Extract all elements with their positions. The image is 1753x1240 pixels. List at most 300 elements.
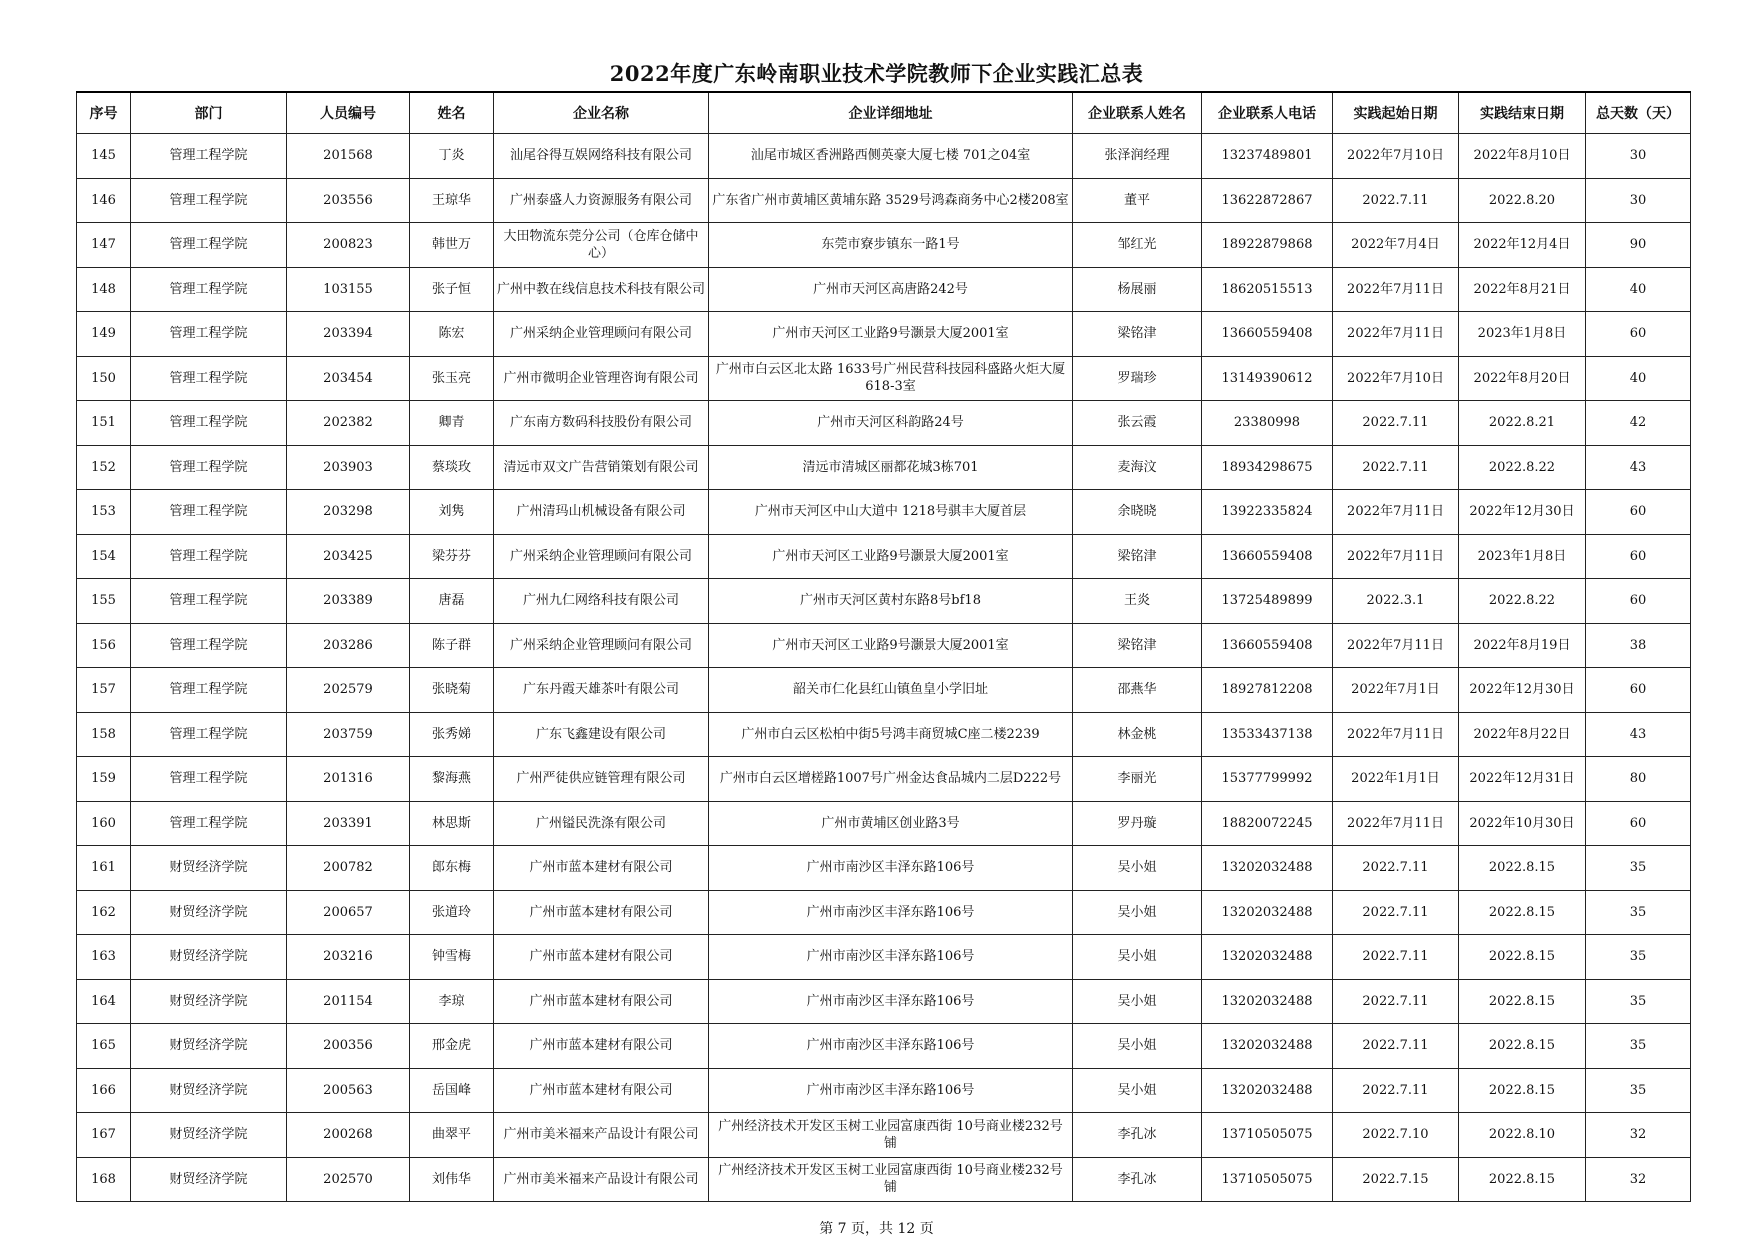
header-col-index: 序号 [77, 92, 131, 134]
cell-total-days: 43 [1586, 445, 1691, 490]
cell-company: 广州采纳企业管理顾问有限公司 [494, 312, 709, 357]
cell-department: 管理工程学院 [131, 668, 287, 713]
cell-name: 林思斯 [410, 801, 494, 846]
cell-department: 管理工程学院 [131, 267, 287, 312]
cell-address: 广州市天河区高唐路242号 [709, 267, 1073, 312]
cell-index: 158 [77, 712, 131, 757]
cell-end-date: 2022.8.15 [1459, 846, 1586, 891]
cell-start-date: 2022年7月11日 [1333, 490, 1459, 535]
cell-staff-id: 200657 [287, 890, 410, 935]
cell-index: 161 [77, 846, 131, 891]
cell-end-date: 2023年1月8日 [1459, 534, 1586, 579]
cell-name: 王琼华 [410, 178, 494, 223]
cell-department: 管理工程学院 [131, 490, 287, 535]
cell-company: 广州严徒供应链管理有限公司 [494, 757, 709, 802]
cell-company: 广东南方数码科技股份有限公司 [494, 401, 709, 446]
cell-name: 张秀娣 [410, 712, 494, 757]
cell-staff-id: 200356 [287, 1024, 410, 1069]
cell-department: 财贸经济学院 [131, 1113, 287, 1158]
cell-contact-phone: 13202032488 [1202, 1024, 1333, 1069]
table-row [77, 668, 1691, 713]
cell-total-days: 60 [1586, 668, 1691, 713]
cell-department: 管理工程学院 [131, 623, 287, 668]
cell-company: 广州九仁网络科技有限公司 [494, 579, 709, 624]
cell-total-days: 60 [1586, 534, 1691, 579]
cell-total-days: 38 [1586, 623, 1691, 668]
header-row [77, 92, 1691, 134]
cell-start-date: 2022.7.11 [1333, 979, 1459, 1024]
cell-department: 管理工程学院 [131, 757, 287, 802]
cell-total-days: 35 [1586, 1068, 1691, 1113]
cell-contact-phone: 13237489801 [1202, 134, 1333, 179]
cell-contact-name: 麦海汶 [1073, 445, 1202, 490]
cell-contact-phone: 13149390612 [1202, 356, 1333, 401]
table-row [77, 534, 1691, 579]
header-col-address: 企业详细地址 [709, 92, 1073, 134]
table-row [77, 1113, 1691, 1158]
cell-staff-id: 203389 [287, 579, 410, 624]
cell-staff-id: 203286 [287, 623, 410, 668]
cell-staff-id: 200823 [287, 223, 410, 268]
cell-address: 广州市白云区北太路 1633号广州民营科技园科盛路火炬大厦618-3室 [709, 356, 1073, 401]
cell-contact-name: 邹红光 [1073, 223, 1202, 268]
cell-index: 168 [77, 1157, 131, 1202]
cell-start-date: 2022年1月1日 [1333, 757, 1459, 802]
cell-staff-id: 203454 [287, 356, 410, 401]
cell-start-date: 2022年7月11日 [1333, 623, 1459, 668]
cell-contact-phone: 13202032488 [1202, 979, 1333, 1024]
cell-contact-name: 吴小姐 [1073, 1024, 1202, 1069]
cell-contact-phone: 15377799992 [1202, 757, 1333, 802]
table-row [77, 935, 1691, 980]
cell-name: 张玉亮 [410, 356, 494, 401]
cell-end-date: 2022年12月31日 [1459, 757, 1586, 802]
cell-total-days: 90 [1586, 223, 1691, 268]
cell-end-date: 2022年8月21日 [1459, 267, 1586, 312]
cell-company: 广州市微明企业管理咨询有限公司 [494, 356, 709, 401]
cell-name: 张晓菊 [410, 668, 494, 713]
cell-total-days: 42 [1586, 401, 1691, 446]
cell-contact-phone: 13922335824 [1202, 490, 1333, 535]
cell-start-date: 2022.7.10 [1333, 1113, 1459, 1158]
cell-start-date: 2022.7.11 [1333, 401, 1459, 446]
cell-department: 管理工程学院 [131, 712, 287, 757]
cell-contact-name: 吴小姐 [1073, 846, 1202, 891]
cell-staff-id: 201154 [287, 979, 410, 1024]
cell-start-date: 2022年7月11日 [1333, 534, 1459, 579]
cell-name: 蔡琰玫 [410, 445, 494, 490]
cell-company: 广州泰盛人力资源服务有限公司 [494, 178, 709, 223]
cell-contact-name: 董平 [1073, 178, 1202, 223]
cell-start-date: 2022年7月11日 [1333, 267, 1459, 312]
cell-total-days: 32 [1586, 1157, 1691, 1202]
cell-index: 163 [77, 935, 131, 980]
header-col-total-days: 总天数（天） [1586, 92, 1691, 134]
table-row [77, 223, 1691, 268]
cell-department: 管理工程学院 [131, 579, 287, 624]
cell-department: 管理工程学院 [131, 178, 287, 223]
cell-name: 张子恒 [410, 267, 494, 312]
cell-staff-id: 203425 [287, 534, 410, 579]
cell-company: 大田物流东莞分公司（仓库仓储中心） [494, 223, 709, 268]
cell-department: 管理工程学院 [131, 134, 287, 179]
cell-index: 146 [77, 178, 131, 223]
cell-name: 陈宏 [410, 312, 494, 357]
cell-end-date: 2022.8.15 [1459, 935, 1586, 980]
cell-address: 广东省广州市黄埔区黄埔东路 3529号鸿森商务中心2楼208室 [709, 178, 1073, 223]
cell-company: 广州清玛山机械设备有限公司 [494, 490, 709, 535]
cell-contact-name: 吴小姐 [1073, 1068, 1202, 1113]
cell-contact-name: 李孔冰 [1073, 1157, 1202, 1202]
cell-start-date: 2022年7月11日 [1333, 312, 1459, 357]
cell-company: 清远市双文广告营销策划有限公司 [494, 445, 709, 490]
cell-company: 广州市美米福来产品设计有限公司 [494, 1113, 709, 1158]
cell-name: 韩世万 [410, 223, 494, 268]
cell-end-date: 2022.8.20 [1459, 178, 1586, 223]
cell-department: 管理工程学院 [131, 445, 287, 490]
cell-index: 165 [77, 1024, 131, 1069]
cell-contact-name: 张泽润经理 [1073, 134, 1202, 179]
cell-total-days: 60 [1586, 579, 1691, 624]
cell-contact-name: 梁铭津 [1073, 623, 1202, 668]
cell-contact-phone: 18820072245 [1202, 801, 1333, 846]
cell-index: 167 [77, 1113, 131, 1158]
cell-contact-phone: 13202032488 [1202, 890, 1333, 935]
cell-company: 广东丹霞天雄茶叶有限公司 [494, 668, 709, 713]
cell-end-date: 2022.8.10 [1459, 1113, 1586, 1158]
cell-address: 广州市天河区工业路9号灏景大厦2001室 [709, 623, 1073, 668]
cell-name: 岳国峰 [410, 1068, 494, 1113]
cell-staff-id: 200268 [287, 1113, 410, 1158]
cell-total-days: 30 [1586, 178, 1691, 223]
cell-end-date: 2022年8月10日 [1459, 134, 1586, 179]
cell-department: 管理工程学院 [131, 534, 287, 579]
cell-address: 广州经济技术开发区玉树工业园富康西街 10号商业楼232号铺 [709, 1157, 1073, 1202]
cell-staff-id: 202579 [287, 668, 410, 713]
table-row [77, 890, 1691, 935]
table-row [77, 178, 1691, 223]
cell-address: 汕尾市城区香洲路西侧英豪大厦七楼 701之04室 [709, 134, 1073, 179]
table-row [77, 801, 1691, 846]
header-col-department: 部门 [131, 92, 287, 134]
cell-start-date: 2022.7.11 [1333, 1024, 1459, 1069]
cell-department: 财贸经济学院 [131, 935, 287, 980]
cell-company: 广州市美米福来产品设计有限公司 [494, 1157, 709, 1202]
cell-department: 管理工程学院 [131, 801, 287, 846]
cell-name: 黎海燕 [410, 757, 494, 802]
cell-name: 唐磊 [410, 579, 494, 624]
cell-total-days: 35 [1586, 890, 1691, 935]
cell-contact-name: 李孔冰 [1073, 1113, 1202, 1158]
cell-end-date: 2023年1月8日 [1459, 312, 1586, 357]
cell-start-date: 2022年7月10日 [1333, 356, 1459, 401]
cell-department: 管理工程学院 [131, 223, 287, 268]
cell-department: 管理工程学院 [131, 401, 287, 446]
cell-end-date: 2022.8.15 [1459, 1068, 1586, 1113]
cell-contact-phone: 13660559408 [1202, 623, 1333, 668]
cell-staff-id: 201568 [287, 134, 410, 179]
cell-index: 160 [77, 801, 131, 846]
cell-total-days: 32 [1586, 1113, 1691, 1158]
cell-start-date: 2022.7.11 [1333, 935, 1459, 980]
cell-name: 卿青 [410, 401, 494, 446]
cell-end-date: 2022年8月22日 [1459, 712, 1586, 757]
cell-contact-phone: 18922879868 [1202, 223, 1333, 268]
cell-start-date: 2022年7月4日 [1333, 223, 1459, 268]
cell-staff-id: 203216 [287, 935, 410, 980]
cell-start-date: 2022年7月1日 [1333, 668, 1459, 713]
cell-staff-id: 203391 [287, 801, 410, 846]
cell-company: 广州市蓝本建材有限公司 [494, 935, 709, 980]
cell-start-date: 2022年7月10日 [1333, 134, 1459, 179]
cell-staff-id: 203394 [287, 312, 410, 357]
cell-index: 149 [77, 312, 131, 357]
cell-contact-name: 罗瑞珍 [1073, 356, 1202, 401]
table-row [77, 1024, 1691, 1069]
cell-address: 广州市天河区工业路9号灏景大厦2001室 [709, 534, 1073, 579]
cell-start-date: 2022.7.11 [1333, 178, 1459, 223]
cell-contact-name: 张云霞 [1073, 401, 1202, 446]
cell-total-days: 80 [1586, 757, 1691, 802]
cell-address: 广州市天河区中山大道中 1218号骐丰大厦首层 [709, 490, 1073, 535]
table-row [77, 134, 1691, 179]
cell-contact-name: 吴小姐 [1073, 890, 1202, 935]
cell-end-date: 2022年8月20日 [1459, 356, 1586, 401]
cell-contact-name: 杨展丽 [1073, 267, 1202, 312]
cell-name: 丁炎 [410, 134, 494, 179]
cell-contact-phone: 13710505075 [1202, 1157, 1333, 1202]
cell-contact-name: 林金桃 [1073, 712, 1202, 757]
cell-name: 邢金虎 [410, 1024, 494, 1069]
cell-index: 152 [77, 445, 131, 490]
header-col-company: 企业名称 [494, 92, 709, 134]
cell-company: 广州市蓝本建材有限公司 [494, 1068, 709, 1113]
table-row [77, 1068, 1691, 1113]
cell-company: 广州市蓝本建材有限公司 [494, 846, 709, 891]
cell-total-days: 35 [1586, 1024, 1691, 1069]
cell-department: 财贸经济学院 [131, 1024, 287, 1069]
cell-department: 财贸经济学院 [131, 1068, 287, 1113]
cell-address: 广州市南沙区丰泽东路106号 [709, 890, 1073, 935]
cell-address: 东莞市寮步镇东一路1号 [709, 223, 1073, 268]
cell-end-date: 2022.8.15 [1459, 979, 1586, 1024]
page-footer: 第 7 页，共 12 页 [819, 1221, 934, 1237]
cell-end-date: 2022年12月30日 [1459, 668, 1586, 713]
table-row [77, 979, 1691, 1024]
page-title: 2022年度广东岭南职业技术学院教师下企业实践汇总表 [609, 61, 1144, 86]
cell-name: 曲翠平 [410, 1113, 494, 1158]
cell-staff-id: 203298 [287, 490, 410, 535]
cell-total-days: 60 [1586, 801, 1691, 846]
cell-contact-phone: 13533437138 [1202, 712, 1333, 757]
header-col-start-date: 实践起始日期 [1333, 92, 1459, 134]
cell-total-days: 40 [1586, 267, 1691, 312]
cell-end-date: 2022.8.15 [1459, 1024, 1586, 1069]
cell-company: 广州采纳企业管理顾问有限公司 [494, 534, 709, 579]
cell-company: 广东飞鑫建设有限公司 [494, 712, 709, 757]
cell-start-date: 2022年7月11日 [1333, 712, 1459, 757]
cell-address: 广州市南沙区丰泽东路106号 [709, 935, 1073, 980]
cell-end-date: 2022.8.22 [1459, 579, 1586, 624]
cell-contact-phone: 13660559408 [1202, 312, 1333, 357]
cell-name: 李琼 [410, 979, 494, 1024]
header-col-contact-name: 企业联系人姓名 [1073, 92, 1202, 134]
cell-company: 广州市蓝本建材有限公司 [494, 1024, 709, 1069]
table-row [77, 401, 1691, 446]
cell-staff-id: 103155 [287, 267, 410, 312]
cell-index: 154 [77, 534, 131, 579]
cell-contact-phone: 13622872867 [1202, 178, 1333, 223]
cell-company: 汕尾谷得互娱网络科技有限公司 [494, 134, 709, 179]
cell-name: 刘隽 [410, 490, 494, 535]
cell-contact-name: 吴小姐 [1073, 935, 1202, 980]
cell-name: 张道玲 [410, 890, 494, 935]
cell-department: 财贸经济学院 [131, 846, 287, 891]
table-row [77, 1157, 1691, 1202]
cell-address: 韶关市仁化县红山镇鱼皇小学旧址 [709, 668, 1073, 713]
cell-staff-id: 200563 [287, 1068, 410, 1113]
cell-total-days: 60 [1586, 312, 1691, 357]
cell-company: 广州中教在线信息技术科技有限公司 [494, 267, 709, 312]
table-row [77, 712, 1691, 757]
cell-staff-id: 202570 [287, 1157, 410, 1202]
cell-company: 广州采纳企业管理顾问有限公司 [494, 623, 709, 668]
cell-end-date: 2022年12月30日 [1459, 490, 1586, 535]
cell-address: 广州市南沙区丰泽东路106号 [709, 979, 1073, 1024]
cell-end-date: 2022.8.22 [1459, 445, 1586, 490]
cell-start-date: 2022.7.15 [1333, 1157, 1459, 1202]
cell-contact-phone: 18927812208 [1202, 668, 1333, 713]
cell-address: 广州经济技术开发区玉树工业园富康西街 10号商业楼232号铺 [709, 1113, 1073, 1158]
cell-start-date: 2022.7.11 [1333, 1068, 1459, 1113]
table-row [77, 356, 1691, 401]
cell-department: 管理工程学院 [131, 356, 287, 401]
table-row [77, 445, 1691, 490]
cell-address: 清远市清城区丽都花城3栋701 [709, 445, 1073, 490]
cell-index: 147 [77, 223, 131, 268]
cell-department: 财贸经济学院 [131, 890, 287, 935]
cell-index: 159 [77, 757, 131, 802]
cell-index: 145 [77, 134, 131, 179]
cell-department: 财贸经济学院 [131, 979, 287, 1024]
cell-company: 广州市蓝本建材有限公司 [494, 890, 709, 935]
cell-contact-name: 王炎 [1073, 579, 1202, 624]
cell-end-date: 2022年12月4日 [1459, 223, 1586, 268]
cell-name: 刘伟华 [410, 1157, 494, 1202]
cell-index: 164 [77, 979, 131, 1024]
header-col-staff-id: 人员编号 [287, 92, 410, 134]
cell-index: 157 [77, 668, 131, 713]
table-row [77, 846, 1691, 891]
cell-staff-id: 201316 [287, 757, 410, 802]
cell-address: 广州市南沙区丰泽东路106号 [709, 846, 1073, 891]
table-row [77, 267, 1691, 312]
table-row [77, 757, 1691, 802]
header-col-end-date: 实践结束日期 [1459, 92, 1586, 134]
cell-index: 162 [77, 890, 131, 935]
cell-staff-id: 200782 [287, 846, 410, 891]
cell-contact-name: 余晓晓 [1073, 490, 1202, 535]
cell-end-date: 2022.8.15 [1459, 1157, 1586, 1202]
cell-staff-id: 203903 [287, 445, 410, 490]
cell-start-date: 2022.7.11 [1333, 445, 1459, 490]
cell-contact-name: 李丽光 [1073, 757, 1202, 802]
table-row [77, 490, 1691, 535]
cell-total-days: 60 [1586, 490, 1691, 535]
table-row [77, 579, 1691, 624]
cell-total-days: 30 [1586, 134, 1691, 179]
cell-start-date: 2022年7月11日 [1333, 801, 1459, 846]
cell-company: 广州镒民洗涤有限公司 [494, 801, 709, 846]
header-col-contact-phone: 企业联系人电话 [1202, 92, 1333, 134]
cell-contact-phone: 13202032488 [1202, 935, 1333, 980]
cell-index: 156 [77, 623, 131, 668]
cell-index: 150 [77, 356, 131, 401]
cell-contact-phone: 13710505075 [1202, 1113, 1333, 1158]
cell-contact-name: 邵燕华 [1073, 668, 1202, 713]
cell-contact-phone: 18620515513 [1202, 267, 1333, 312]
cell-staff-id: 202382 [287, 401, 410, 446]
cell-contact-phone: 13660559408 [1202, 534, 1333, 579]
cell-total-days: 43 [1586, 712, 1691, 757]
cell-company: 广州市蓝本建材有限公司 [494, 979, 709, 1024]
cell-start-date: 2022.7.11 [1333, 890, 1459, 935]
cell-staff-id: 203556 [287, 178, 410, 223]
cell-contact-name: 吴小姐 [1073, 979, 1202, 1024]
cell-address: 广州市天河区黄村东路8号bf18 [709, 579, 1073, 624]
cell-department: 管理工程学院 [131, 312, 287, 357]
cell-name: 郎东梅 [410, 846, 494, 891]
table-row [77, 623, 1691, 668]
cell-index: 166 [77, 1068, 131, 1113]
table-row [77, 312, 1691, 357]
cell-contact-phone: 13725489899 [1202, 579, 1333, 624]
cell-staff-id: 203759 [287, 712, 410, 757]
table-body [77, 134, 1691, 1202]
cell-total-days: 35 [1586, 979, 1691, 1024]
cell-end-date: 2022年10月30日 [1459, 801, 1586, 846]
cell-contact-phone: 23380998 [1202, 401, 1333, 446]
cell-address: 广州市南沙区丰泽东路106号 [709, 1068, 1073, 1113]
cell-address: 广州市黄埔区创业路3号 [709, 801, 1073, 846]
cell-contact-name: 梁铭津 [1073, 312, 1202, 357]
cell-department: 财贸经济学院 [131, 1157, 287, 1202]
cell-contact-phone: 13202032488 [1202, 1068, 1333, 1113]
cell-total-days: 40 [1586, 356, 1691, 401]
cell-name: 钟雪梅 [410, 935, 494, 980]
cell-name: 陈子群 [410, 623, 494, 668]
cell-index: 153 [77, 490, 131, 535]
cell-address: 广州市白云区松柏中街5号鸿丰商贸城C座二楼2239 [709, 712, 1073, 757]
cell-start-date: 2022.7.11 [1333, 846, 1459, 891]
cell-end-date: 2022.8.21 [1459, 401, 1586, 446]
header-col-name: 姓名 [410, 92, 494, 134]
cell-name: 梁芬芬 [410, 534, 494, 579]
cell-start-date: 2022.3.1 [1333, 579, 1459, 624]
cell-index: 151 [77, 401, 131, 446]
cell-total-days: 35 [1586, 846, 1691, 891]
summary-table [76, 91, 1691, 1202]
cell-index: 148 [77, 267, 131, 312]
cell-contact-phone: 18934298675 [1202, 445, 1333, 490]
cell-contact-phone: 13202032488 [1202, 846, 1333, 891]
cell-index: 155 [77, 579, 131, 624]
cell-contact-name: 罗丹璇 [1073, 801, 1202, 846]
cell-address: 广州市天河区科韵路24号 [709, 401, 1073, 446]
cell-address: 广州市白云区增槎路1007号广州金达食品城内二层D222号 [709, 757, 1073, 802]
cell-end-date: 2022.8.15 [1459, 890, 1586, 935]
cell-address: 广州市南沙区丰泽东路106号 [709, 1024, 1073, 1069]
